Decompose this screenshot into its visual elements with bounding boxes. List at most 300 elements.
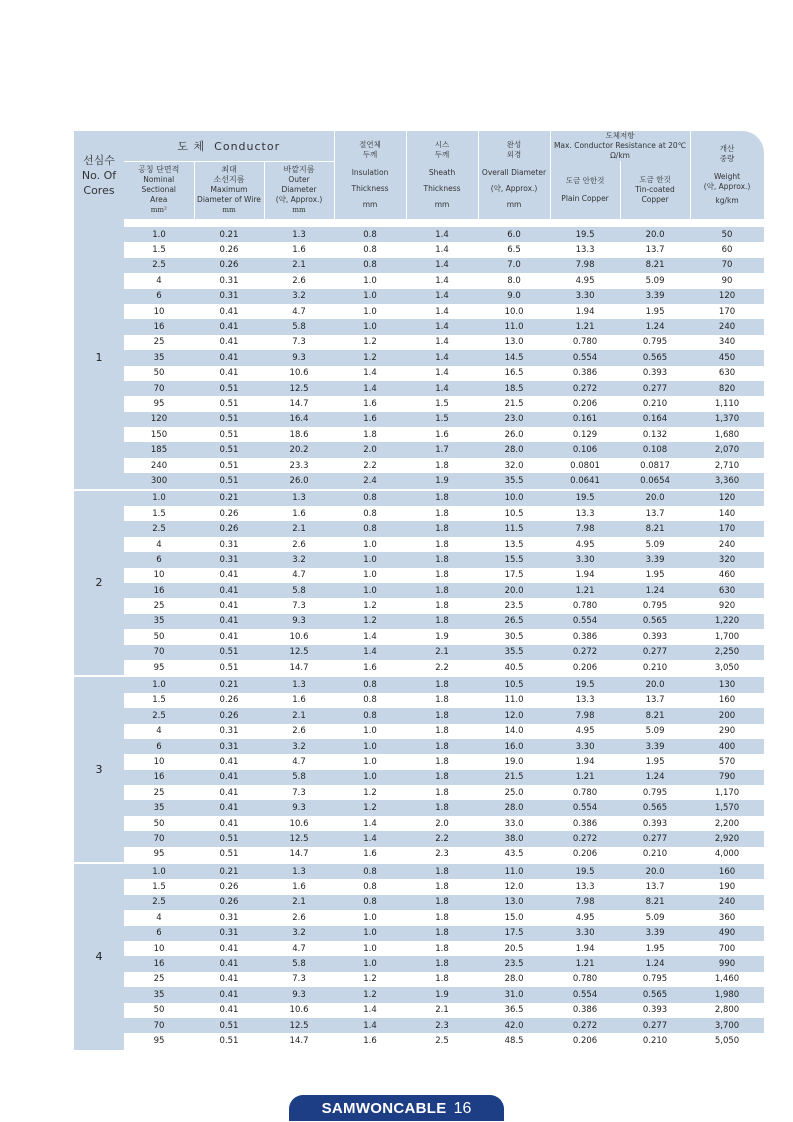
table-cell: 1.5 xyxy=(435,398,449,409)
table-cell: 1.4 xyxy=(363,818,377,829)
table-cell: 0.8 xyxy=(334,708,406,723)
table-cell: 28.0 xyxy=(478,800,550,815)
table-cell: 1.0 xyxy=(124,676,194,692)
table-cell: 0.8 xyxy=(363,245,377,256)
table-cell: 140 xyxy=(718,508,736,519)
table-cell: 1.8 xyxy=(406,956,478,971)
table-cell: 1.0 xyxy=(363,756,377,767)
table-cell: 1.6 xyxy=(435,429,449,440)
table-cell: 9.3 xyxy=(264,350,334,365)
table-row xyxy=(74,1033,764,1049)
table-cell: 14.7 xyxy=(264,1033,334,1049)
table-cell: 21.5 xyxy=(478,770,550,785)
table-cell: 50 xyxy=(153,818,165,829)
table-cell: 240 xyxy=(150,460,168,471)
table-row xyxy=(74,568,764,583)
table-cell: 1.95 xyxy=(645,756,665,767)
table-cell: 50 xyxy=(153,368,165,379)
table-cell: 50 xyxy=(690,227,764,242)
table-cell: 1.21 xyxy=(550,583,620,598)
table-cell: 0.41 xyxy=(219,601,239,612)
table-cell: 12.5 xyxy=(264,1018,334,1033)
cores-group-label: 4 xyxy=(74,863,124,1050)
table-row xyxy=(74,785,764,800)
table-cell: 5,050 xyxy=(690,1033,764,1049)
table-cell: 3.2 xyxy=(264,289,334,304)
table-row xyxy=(74,427,764,442)
table-cell: 70 xyxy=(124,381,194,396)
table-cell: 1.0 xyxy=(124,227,194,242)
table-row xyxy=(74,693,764,708)
table-cell: 1.4 xyxy=(406,258,478,273)
table-cell: 0.277 xyxy=(620,645,690,660)
table-cell: 19.5 xyxy=(550,863,620,879)
table-cell: 0.565 xyxy=(620,800,690,815)
table-cell: 12.5 xyxy=(264,381,334,396)
table-cell: 0.41 xyxy=(194,350,264,365)
table-cell: 13.5 xyxy=(504,539,524,550)
table-cell: 4 xyxy=(156,539,162,550)
table-row xyxy=(74,458,764,473)
table-cell: 1.24 xyxy=(620,583,690,598)
table-row xyxy=(74,879,764,894)
table-row xyxy=(74,335,764,350)
header-cores: 선심수 No. Of Cores xyxy=(74,131,124,219)
table-cell: 820 xyxy=(690,381,764,396)
table-cell: 2.1 xyxy=(264,708,334,723)
table-cell: 3,360 xyxy=(690,473,764,489)
table-cell: 8.21 xyxy=(620,258,690,273)
table-row xyxy=(74,583,764,598)
table-cell: 8.21 xyxy=(620,895,690,910)
table-cell: 1.0 xyxy=(363,726,377,737)
table-cell: 1.94 xyxy=(575,943,595,954)
table-row xyxy=(74,739,764,754)
table-cell: 20.5 xyxy=(504,943,524,954)
table-row xyxy=(74,396,764,411)
table-cell: 2.2 xyxy=(406,831,478,846)
table-cell: 170 xyxy=(718,306,736,317)
table-cell: 35 xyxy=(124,614,194,629)
table-cell: 1.5 xyxy=(152,245,166,256)
cable-spec-table xyxy=(74,131,751,1051)
table-cell: 1.21 xyxy=(550,319,620,334)
table-cell: 1.6 xyxy=(292,695,306,706)
table-cell: 19.5 xyxy=(550,227,620,242)
table-cell: 0.51 xyxy=(194,831,264,846)
table-cell: 10.0 xyxy=(504,306,524,317)
table-cell: 1.95 xyxy=(645,570,665,581)
table-cell: 40.5 xyxy=(478,660,550,676)
table-cell: 13.3 xyxy=(575,695,595,706)
table-cell: 10 xyxy=(153,570,165,581)
table-cell: 1.8 xyxy=(406,926,478,941)
table-cell: 0.565 xyxy=(620,987,690,1002)
table-cell: 1.6 xyxy=(292,245,306,256)
table-cell: 9.3 xyxy=(264,987,334,1002)
table-row xyxy=(74,910,764,925)
table-cell: 1.8 xyxy=(435,539,449,550)
table-cell: 2,800 xyxy=(714,1005,740,1016)
table-cell: 5.8 xyxy=(264,583,334,598)
table-cell: 0.210 xyxy=(620,660,690,676)
table-cell: 0.31 xyxy=(194,289,264,304)
table-cell: 0.8 xyxy=(363,695,377,706)
cores-group-label: 2 xyxy=(74,490,124,677)
table-row xyxy=(74,537,764,552)
table-cell: 1.9 xyxy=(406,473,478,489)
table-cell: 4.95 xyxy=(575,726,595,737)
table-cell: 0.31 xyxy=(194,552,264,567)
table-cell: 7.3 xyxy=(292,337,306,348)
table-cell: 9.0 xyxy=(478,289,550,304)
table-cell: 0.41 xyxy=(194,583,264,598)
table-cell: 1.4 xyxy=(406,381,478,396)
table-cell: 1.3 xyxy=(264,227,334,242)
table-cell: 1.0 xyxy=(124,490,194,506)
table-cell: 1.3 xyxy=(264,490,334,506)
table-cell: 16.0 xyxy=(478,739,550,754)
table-cell: 10.6 xyxy=(289,818,309,829)
table-row xyxy=(74,676,764,692)
table-cell: 1.5 xyxy=(406,412,478,427)
table-row xyxy=(74,847,764,863)
table-cell: 3.2 xyxy=(264,926,334,941)
table-cell: 0.41 xyxy=(219,974,239,985)
table-cell: 28.0 xyxy=(478,442,550,457)
table-cell: 12.0 xyxy=(478,708,550,723)
table-cell: 7.98 xyxy=(550,521,620,536)
table-cell: 0.51 xyxy=(194,660,264,676)
table-cell: 1.0 xyxy=(334,956,406,971)
table-cell: 1.2 xyxy=(363,601,377,612)
table-cell: 0.164 xyxy=(620,412,690,427)
table-cell: 20.0 xyxy=(620,227,690,242)
table-cell: 16 xyxy=(124,319,194,334)
table-row xyxy=(74,770,764,785)
table-cell: 1.8 xyxy=(406,614,478,629)
table-cell: 1.21 xyxy=(550,770,620,785)
table-row xyxy=(74,304,764,319)
table-cell: 6 xyxy=(124,552,194,567)
table-cell: 2,250 xyxy=(690,645,764,660)
table-row xyxy=(74,242,764,257)
table-cell: 0.51 xyxy=(194,473,264,489)
table-cell: 1.4 xyxy=(435,306,449,317)
table-cell: 43.5 xyxy=(478,847,550,863)
table-cell: 0.0654 xyxy=(620,473,690,489)
table-cell: 4 xyxy=(156,726,162,737)
table-cell: 7.98 xyxy=(550,895,620,910)
table-row xyxy=(74,442,764,457)
table-cell: 1.8 xyxy=(406,676,478,692)
table-cell: 0.8 xyxy=(334,490,406,506)
table-cell: 0.21 xyxy=(194,490,264,506)
table-cell: 0.26 xyxy=(194,895,264,910)
table-row xyxy=(74,319,764,334)
table-row xyxy=(74,754,764,769)
table-cell: 9.3 xyxy=(264,800,334,815)
table-cell: 0.272 xyxy=(550,831,620,846)
table-cell: 0.41 xyxy=(219,337,239,348)
table-cell: 8.0 xyxy=(507,275,521,286)
table-cell: 490 xyxy=(690,926,764,941)
table-cell: 0.272 xyxy=(550,381,620,396)
table-cell: 0.21 xyxy=(194,863,264,879)
table-cell: 2.5 xyxy=(124,708,194,723)
table-cell: 1,220 xyxy=(690,614,764,629)
table-cell: 0.210 xyxy=(620,1033,690,1049)
table-cell: 1.4 xyxy=(406,319,478,334)
table-cell: 0.554 xyxy=(550,614,620,629)
table-cell: 0.26 xyxy=(219,882,239,893)
table-cell: 0.31 xyxy=(219,275,239,286)
header-outer-diameter: 바깥지름 Outer Diameter (약, Approx.) mm xyxy=(264,161,334,219)
table-cell: 15.0 xyxy=(504,912,524,923)
table-cell: 0.8 xyxy=(334,895,406,910)
table-cell: 1,700 xyxy=(714,631,740,642)
table-cell: 190 xyxy=(718,882,736,893)
table-cell: 17.5 xyxy=(478,926,550,941)
table-cell: 18.6 xyxy=(289,429,309,440)
table-cell: 0.210 xyxy=(642,398,668,409)
table-cell: 50 xyxy=(153,631,165,642)
table-cell: 0.795 xyxy=(642,974,668,985)
table-cell: 160 xyxy=(718,695,736,706)
table-cell: 48.5 xyxy=(478,1033,550,1049)
table-cell: 240 xyxy=(690,319,764,334)
table-cell: 0.8 xyxy=(363,882,377,893)
table-cell: 13.7 xyxy=(645,695,665,706)
table-cell: 11.0 xyxy=(504,695,524,706)
table-cell: 12.5 xyxy=(264,831,334,846)
table-cell: 2.6 xyxy=(292,726,306,737)
table-cell: 1.4 xyxy=(406,350,478,365)
table-cell: 0.41 xyxy=(194,800,264,815)
table-cell: 1.24 xyxy=(620,319,690,334)
table-cell: 0.41 xyxy=(194,956,264,971)
table-cell: 6 xyxy=(124,289,194,304)
table-row xyxy=(74,366,764,381)
table-cell: 1.8 xyxy=(435,508,449,519)
table-cell: 2.6 xyxy=(292,539,306,550)
table-cell: 0.210 xyxy=(620,847,690,863)
table-row xyxy=(74,506,764,521)
header-overall-diameter: 완성 외경 Overall Diameter (약, Approx.) mm xyxy=(478,131,550,219)
table-row xyxy=(74,521,764,536)
table-cell: 0.41 xyxy=(194,987,264,1002)
table-cell: 790 xyxy=(690,770,764,785)
table-cell: 1,370 xyxy=(690,412,764,427)
header-weight: 개산 중량 Weight (약, Approx.) kg/km xyxy=(690,131,764,219)
table-cell: 25 xyxy=(153,974,165,985)
table-cell: 35 xyxy=(124,350,194,365)
table-cell: 1.24 xyxy=(620,770,690,785)
table-row xyxy=(74,660,764,676)
table-row xyxy=(74,1018,764,1033)
table-cell: 2.2 xyxy=(363,460,377,471)
table-cell: 0.41 xyxy=(219,368,239,379)
table-cell: 25.0 xyxy=(504,787,524,798)
table-cell: 0.161 xyxy=(550,412,620,427)
table-row xyxy=(74,552,764,567)
table-cell: 1.0 xyxy=(363,570,377,581)
table-cell: 2.0 xyxy=(334,442,406,457)
table-cell: 16.5 xyxy=(504,368,524,379)
table-cell: 0.41 xyxy=(219,818,239,829)
table-cell: 95 xyxy=(124,1033,194,1049)
table-cell: 23.5 xyxy=(478,956,550,971)
table-cell: 1.8 xyxy=(435,943,449,954)
table-cell: 13.0 xyxy=(478,895,550,910)
table-cell: 10 xyxy=(153,943,165,954)
table-cell: 10.0 xyxy=(478,490,550,506)
table-cell: 1.8 xyxy=(406,800,478,815)
table-cell: 0.277 xyxy=(620,381,690,396)
table-cell: 2.5 xyxy=(124,258,194,273)
table-cell: 35.5 xyxy=(478,473,550,489)
table-cell: 0.31 xyxy=(194,926,264,941)
table-cell: 11.0 xyxy=(478,319,550,334)
table-cell: 70 xyxy=(124,831,194,846)
table-cell: 7.3 xyxy=(292,601,306,612)
table-cell: 3.30 xyxy=(550,289,620,304)
table-cell: 8.21 xyxy=(620,521,690,536)
table-cell: 42.0 xyxy=(478,1018,550,1033)
table-cell: 5.8 xyxy=(264,319,334,334)
table-cell: 3.30 xyxy=(550,926,620,941)
table-cell: 1.7 xyxy=(406,442,478,457)
table-cell: 16 xyxy=(124,956,194,971)
table-cell: 1.8 xyxy=(406,770,478,785)
table-cell: 360 xyxy=(718,912,736,923)
table-cell: 1.95 xyxy=(645,306,665,317)
table-cell: 1.0 xyxy=(334,552,406,567)
table-cell: 1.8 xyxy=(406,490,478,506)
table-row xyxy=(74,490,764,506)
table-row xyxy=(74,987,764,1002)
table-cell: 3,700 xyxy=(690,1018,764,1033)
table-cell: 1.6 xyxy=(334,412,406,427)
table-row xyxy=(74,831,764,846)
table-cell: 0.272 xyxy=(550,645,620,660)
table-cell: 2,920 xyxy=(690,831,764,846)
table-cell: 1.8 xyxy=(406,895,478,910)
table-cell: 2.2 xyxy=(406,660,478,676)
table-cell: 0.277 xyxy=(620,831,690,846)
table-cell: 5.09 xyxy=(645,539,665,550)
table-row xyxy=(74,645,764,660)
table-cell: 1.8 xyxy=(435,726,449,737)
table-cell: 14.7 xyxy=(264,847,334,863)
table-cell: 0.8 xyxy=(334,676,406,692)
table-cell: 130 xyxy=(690,676,764,692)
table-cell: 0.780 xyxy=(572,974,598,985)
table-cell: 16 xyxy=(124,583,194,598)
table-cell: 1.3 xyxy=(264,863,334,879)
table-cell: 0.206 xyxy=(550,847,620,863)
table-cell: 10.6 xyxy=(289,631,309,642)
table-cell: 0.565 xyxy=(620,614,690,629)
table-cell: 1,680 xyxy=(714,429,740,440)
table-cell: 4,000 xyxy=(690,847,764,863)
table-cell: 1.0 xyxy=(334,289,406,304)
table-cell: 1.8 xyxy=(435,787,449,798)
table-cell: 2.6 xyxy=(292,275,306,286)
table-cell: 0.51 xyxy=(194,381,264,396)
table-row xyxy=(74,1003,764,1018)
cores-group-label: 3 xyxy=(74,676,124,863)
table-cell: 4.7 xyxy=(292,943,306,954)
table-cell: 20.0 xyxy=(620,676,690,692)
table-cell: 70 xyxy=(124,1018,194,1033)
table-cell: 0.565 xyxy=(620,350,690,365)
table-cell: 1.95 xyxy=(645,943,665,954)
table-cell: 0.51 xyxy=(194,412,264,427)
table-cell: 4 xyxy=(156,912,162,923)
table-cell: 11.5 xyxy=(478,521,550,536)
table-cell: 3.30 xyxy=(550,739,620,754)
table-cell: 170 xyxy=(690,521,764,536)
table-cell: 0.386 xyxy=(572,368,598,379)
table-cell: 95 xyxy=(124,847,194,863)
table-cell: 90 xyxy=(721,275,733,286)
table-cell: 0.26 xyxy=(194,708,264,723)
table-cell: 0.41 xyxy=(219,1005,239,1016)
table-cell: 35 xyxy=(124,987,194,1002)
table-cell: 1.5 xyxy=(152,508,166,519)
table-row xyxy=(74,381,764,396)
table-cell: 7.3 xyxy=(292,787,306,798)
header-tin-coated-copper: 도금 한것 Tin-coated Copper xyxy=(620,161,690,219)
table-cell: 1.4 xyxy=(363,1005,377,1016)
table-cell: 0.132 xyxy=(642,429,668,440)
table-cell: 36.5 xyxy=(504,1005,524,1016)
table-cell: 12.0 xyxy=(504,882,524,893)
table-cell: 1.8 xyxy=(435,974,449,985)
table-cell: 1.8 xyxy=(406,552,478,567)
table-cell: 6 xyxy=(124,926,194,941)
table-cell: 0.41 xyxy=(194,319,264,334)
table-cell: 1,570 xyxy=(690,800,764,815)
table-cell: 4.95 xyxy=(575,275,595,286)
table-cell: 0.780 xyxy=(572,787,598,798)
table-row xyxy=(74,956,764,971)
table-cell: 3.39 xyxy=(620,739,690,754)
table-cell: 14.7 xyxy=(289,398,309,409)
table-cell: 240 xyxy=(718,539,736,550)
table-row xyxy=(74,350,764,365)
footer-badge xyxy=(289,1095,504,1121)
table-cell: 1.6 xyxy=(292,882,306,893)
table-cell: 33.0 xyxy=(504,818,524,829)
table-row xyxy=(74,227,764,242)
table-cell: 14.7 xyxy=(264,660,334,676)
table-cell: 1.4 xyxy=(363,368,377,379)
table-cell: 0.206 xyxy=(572,398,598,409)
table-cell: 7.98 xyxy=(550,708,620,723)
table-cell: 1.8 xyxy=(435,882,449,893)
table-cell: 14.5 xyxy=(478,350,550,365)
table-cell: 15.5 xyxy=(478,552,550,567)
table-cell: 2.1 xyxy=(406,645,478,660)
table-cell: 0.272 xyxy=(550,1018,620,1033)
table-cell: 0.0801 xyxy=(570,460,600,471)
table-cell: 2.3 xyxy=(406,1018,478,1033)
table-cell: 13.7 xyxy=(645,508,665,519)
table-cell: 70 xyxy=(124,645,194,660)
table-cell: 1.24 xyxy=(620,956,690,971)
